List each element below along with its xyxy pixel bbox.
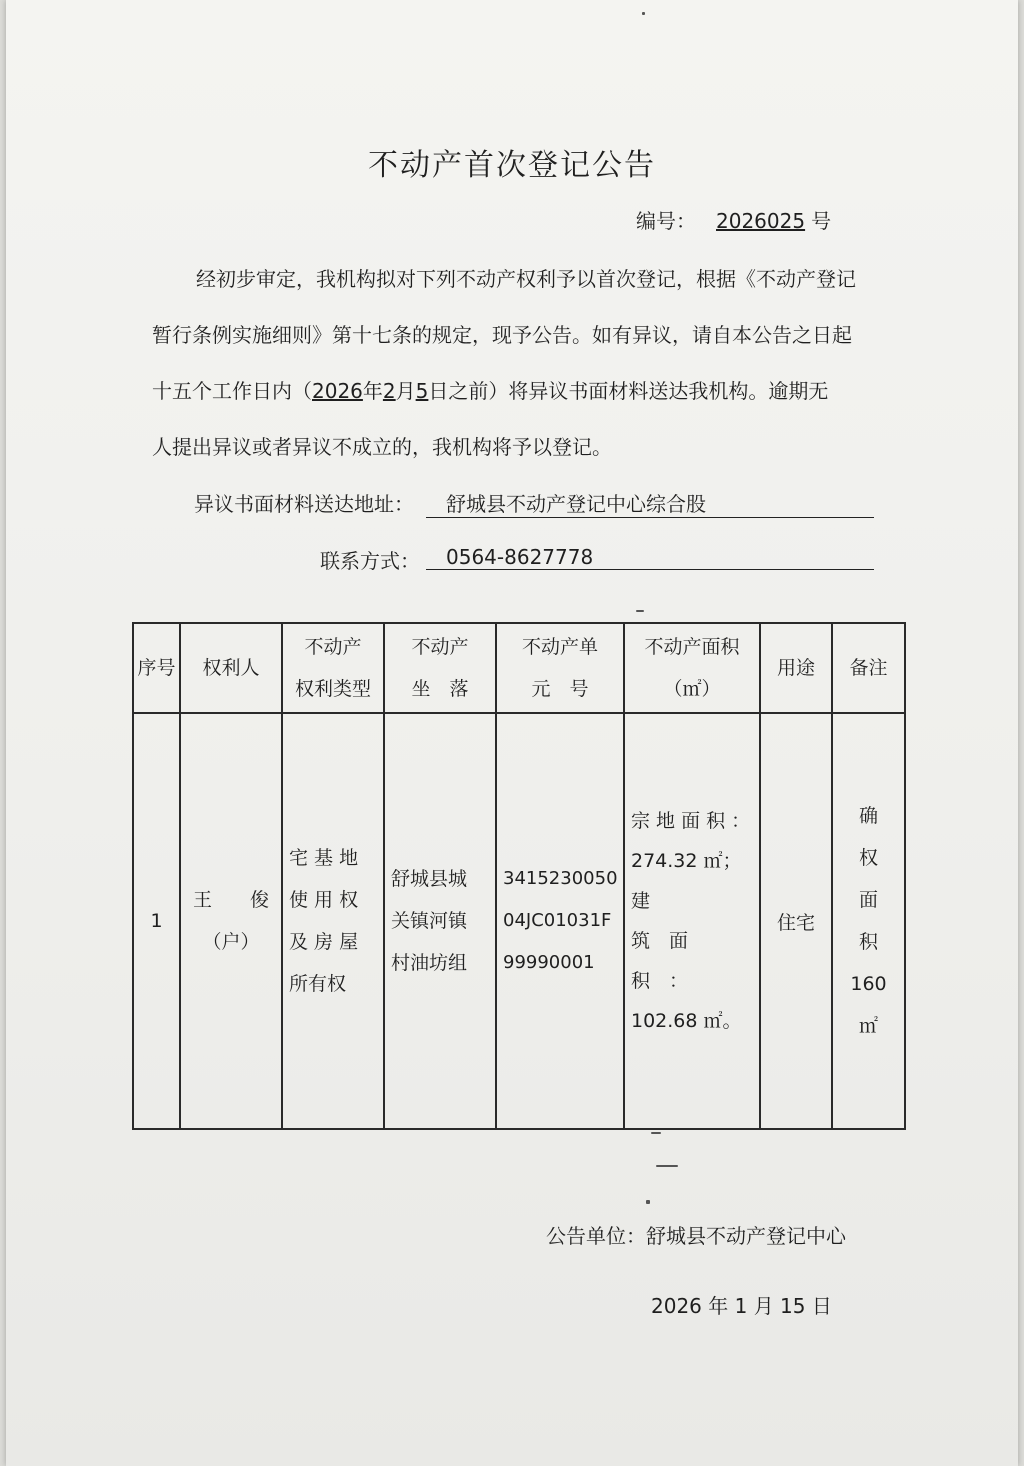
holder-household: （户）: [202, 931, 260, 953]
issuer-value: 舒城县不动产登记中心: [646, 1224, 846, 1248]
serial-label: 编号：: [636, 209, 696, 233]
header-use: 用途: [760, 623, 832, 713]
paper-speck: [636, 610, 644, 612]
deadline-day: 5: [415, 379, 429, 403]
serial-suffix: 号: [811, 209, 832, 233]
issuer: [546, 1220, 846, 1249]
contact-label: 联系方式：: [320, 549, 420, 573]
deadline-year-unit: 年: [362, 379, 383, 403]
registration-table: [132, 622, 906, 1130]
header-location: 不动产 坐 落: [384, 623, 496, 713]
address-value: 舒城县不动产登记中心综合股: [426, 488, 874, 518]
header-seq: 序号: [133, 623, 180, 713]
body-line-3-post: 日之前）将异议书面材料送达我机构。逾期无: [428, 379, 829, 403]
body-line-3-pre: 十五个工作日内（: [152, 379, 312, 403]
deadline-month: 2: [382, 379, 396, 403]
header-unit-number: 不动产单 元 号: [496, 623, 624, 713]
paper-speck: [656, 1165, 678, 1167]
paper-speck: [651, 1132, 661, 1134]
body-line-2: 暂行条例实施细则》第十七条的规定，现予公告。如有异议，请自本公告之日起: [152, 323, 852, 347]
cell-unit-number: 3415230050 04JC01031F 99990001: [496, 713, 624, 1129]
notice-paper: [6, 0, 1018, 1466]
address-label: 异议书面材料送达地址：: [194, 492, 414, 516]
cell-right-type: 宅 基 地 使 用 权 及 房 屋 所有权: [282, 713, 384, 1129]
body-line-4: 人提出异议或者异议不成立的，我机构将予以登记。: [152, 435, 612, 459]
cell-holder: [180, 713, 282, 1129]
cell-area: 宗 地 面 积 ： 274.32 ㎡；建 筑 面 积 ： 102.68 ㎡。: [624, 713, 760, 1129]
holder-name: 王 俊: [192, 889, 269, 911]
serial-number: [636, 205, 831, 234]
header-area: 不动产面积 （㎡）: [624, 623, 760, 713]
cell-location: 舒城县城 关镇河镇 村油坊组: [384, 713, 496, 1129]
header-remark: 备注: [832, 623, 905, 713]
cell-remark: 确 权 面 积 160 ㎡: [832, 713, 905, 1129]
cell-seq: 1: [133, 713, 180, 1129]
issuer-label: 公告单位：: [546, 1224, 646, 1248]
paper-speck: [646, 1200, 650, 1204]
header-holder: 权利人: [180, 623, 282, 713]
header-right-type: 不动产 权利类型: [282, 623, 384, 713]
serial-value: 2026025: [716, 209, 806, 233]
cell-use: 住宅: [760, 713, 832, 1129]
deadline-year: 2026: [312, 379, 363, 403]
body-line-1: 经初步审定，我机构拟对下列不动产权利予以首次登记，根据《不动产登记: [196, 267, 856, 291]
notice-date: 2026 年 1 月 15 日: [651, 1294, 832, 1318]
body-line-3: [152, 363, 828, 419]
contact-value: 0564-8627778: [426, 545, 874, 570]
paper-speck: [642, 12, 645, 15]
deadline-month-unit: 月: [395, 379, 416, 403]
table-header-row: [133, 623, 905, 713]
table-row: [133, 713, 905, 1129]
notice-title: 不动产首次登记公告: [368, 148, 656, 183]
